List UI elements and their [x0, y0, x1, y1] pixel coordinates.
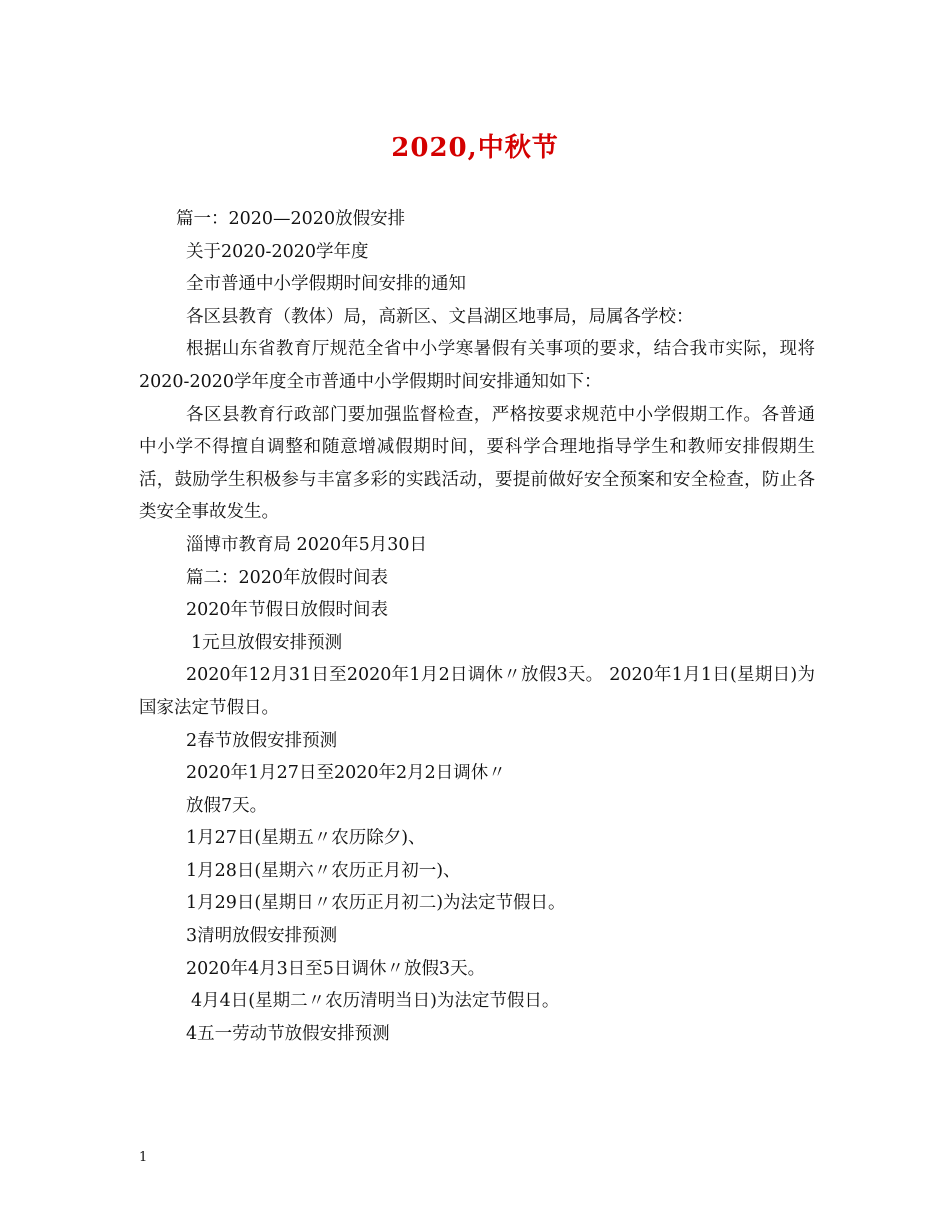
paragraph: 2020年4月3日至5日调休〃放假3天。 — [186, 958, 486, 979]
paragraph: 篇二：2020年放假时间表 — [186, 567, 389, 588]
document-title: 2020,中秋节 — [391, 133, 559, 163]
paragraph: 淄博市教育局 2020年5月30日 — [186, 534, 428, 555]
paragraph: 全市普通中小学假期时间安排的通知 — [186, 274, 466, 295]
paragraph: 各区县教育（教体）局，高新区、文昌湖区地事局，局属各学校： — [186, 306, 694, 327]
paragraph: 2020年1月27日至2020年2月2日调休〃 — [186, 763, 506, 784]
paragraph: 4五一劳动节放假安排预测 — [186, 1023, 390, 1044]
paragraph: 1月27日(星期五〃农历除夕)、 — [186, 828, 426, 849]
paragraph: 2春节放假安排预测 — [186, 730, 338, 751]
document-body — [139, 203, 815, 1050]
paragraph: 2020年12月31日至2020年1月2日调休〃放假3天。 2020年1月1日(星期日)为国家法定节假日。 — [139, 665, 815, 718]
paragraph: 2020年节假日放假时间表 — [186, 600, 389, 621]
paragraph: 4月4日(星期二〃农历清明当日)为法定节假日。 — [191, 991, 560, 1012]
paragraph: 1月28日(星期六〃农历正月初一)、 — [186, 860, 461, 881]
paragraph: 放假7天。 — [186, 795, 268, 816]
paragraph: 3清明放假安排预测 — [186, 926, 338, 947]
paragraph: 根据山东省教育厅规范全省中小学寒暑假有关事项的要求，结合我市实际，现将2020-2020学年度全市普通中小学假期时间安排通知如下： — [139, 339, 815, 392]
page-number: 1 — [139, 1150, 148, 1165]
paragraph: 篇一：2020—2020放假安排 — [176, 209, 406, 229]
paragraph: 1元旦放假安排预测 — [191, 632, 343, 653]
paragraph: 各区县教育行政部门要加强监督检查，严格按要求规范中小学假期工作。各普通中小学不得擅自调整和随意增减假期时间，要科学合理地指导学生和教师安排假期生活，鼓励学生积极参与丰富多彩的实践活动，要提前做好安全预案和安全检查，防止各类安全事故发生。 — [139, 404, 815, 523]
paragraph: 1月29日(星期日〃农历正月初二)为法定节假日。 — [186, 893, 566, 914]
paragraph: 关于2020-2020学年度 — [186, 241, 369, 262]
